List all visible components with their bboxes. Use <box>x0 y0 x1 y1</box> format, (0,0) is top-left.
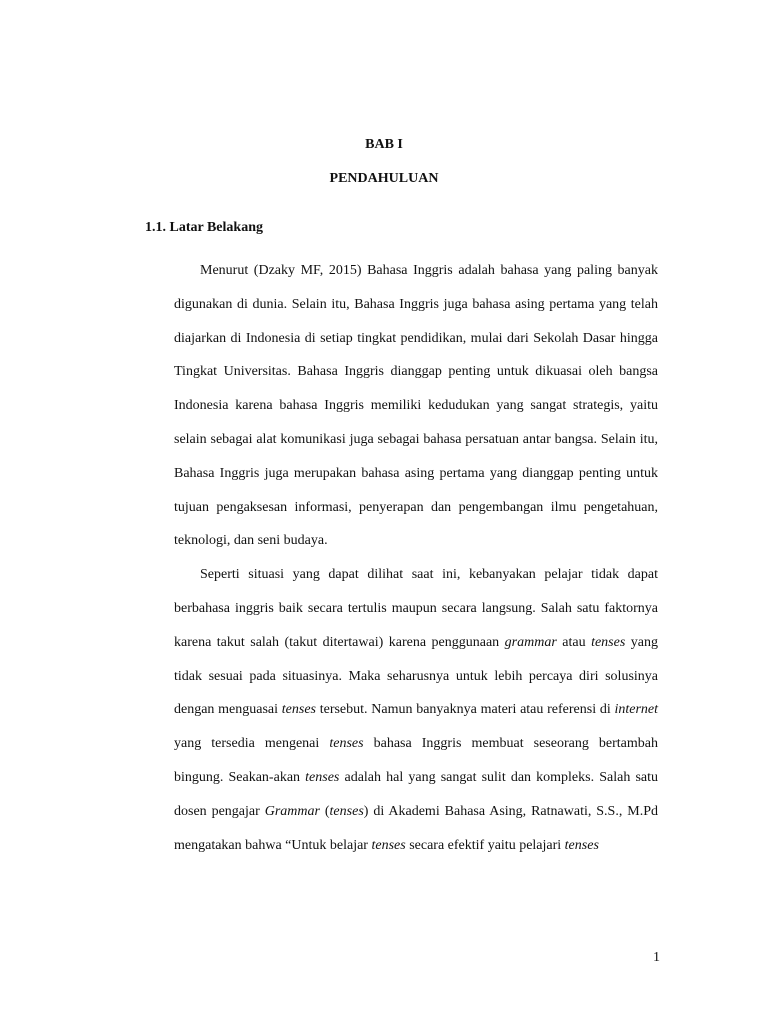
text-run: bahasa Inggris membuat seseorang bertambah bingung. Seakan-akan <box>174 736 658 785</box>
body-text <box>174 254 658 862</box>
text-run: secara efektif yaitu pelajari <box>405 837 565 853</box>
chapter-title: PENDAHULUAN <box>329 171 439 186</box>
text-run: atau <box>556 634 592 650</box>
paragraph-1: Menurut (Dzaky MF, 2015) Bahasa Inggris adalah bahasa yang paling banyak digunakan di dunia. Selain itu, Bahasa Inggris juga bahasa asing pertama yang telah diajarkan di Indonesia di setiap tingkat pendidikan, mulai dari Sekolah Dasar hingga Tingkat Universitas. Bahasa Inggris dianggap penting untuk dikuasai oleh bangsa Indonesia karena bahasa Inggris memiliki kedudukan yang sangat strategis, yaitu selain sebagai alat komunikasi juga sebagai bahasa persatuan antar bangsa. Selain itu, Bahasa Inggris juga merupakan bahasa asing pertama yang dianggap penting untuk tujuan pengaksesan informasi, penyerapan dan pengembangan ilmu pengetahuan, teknologi, dan seni budaya. <box>174 263 658 549</box>
italic-term: Grammar <box>264 803 320 819</box>
italic-term: tenses <box>305 769 340 785</box>
italic-term: tenses <box>371 837 406 853</box>
italic-term: grammar <box>504 634 557 650</box>
text-run: yang tersedia mengenai <box>174 736 330 752</box>
text-run: yang tidak sesuai pada situasinya. Maka seharusnya untuk lebih percaya diri solusinya dengan menguasai <box>174 634 658 718</box>
chapter-number: BAB I <box>365 137 403 152</box>
text-run: adalah hal yang sangat sulit dan kompleks. Salah satu dosen pengajar <box>174 769 658 819</box>
italic-term: tenses <box>329 803 364 819</box>
italic-term: internet <box>614 702 658 718</box>
italic-term: tenses <box>591 634 626 650</box>
text-run: ( <box>319 803 330 819</box>
text-run: ) di Akademi Bahasa Asing, Ratnawati, S.S., M.Pd mengatakan bahwa “Untuk belajar <box>174 803 659 853</box>
paragraph-2 <box>174 558 658 862</box>
section-heading: 1.1. Latar Belakang <box>145 220 263 235</box>
italic-term: tenses <box>329 736 364 752</box>
italic-term: tenses <box>564 837 599 853</box>
text-run: Seperti situasi yang dapat dilihat saat ini, kebanyakan pelajar tidak dapat berbahasa inggris baik secara tertulis maupun secara langsung. Salah satu faktornya karena takut salah (takut ditertawai) karena penggunaan <box>174 567 658 650</box>
text-run: tersebut. Namun banyaknya materi atau referensi di <box>315 702 615 718</box>
page-number: 1 <box>653 950 660 965</box>
italic-term: tenses <box>281 702 316 718</box>
